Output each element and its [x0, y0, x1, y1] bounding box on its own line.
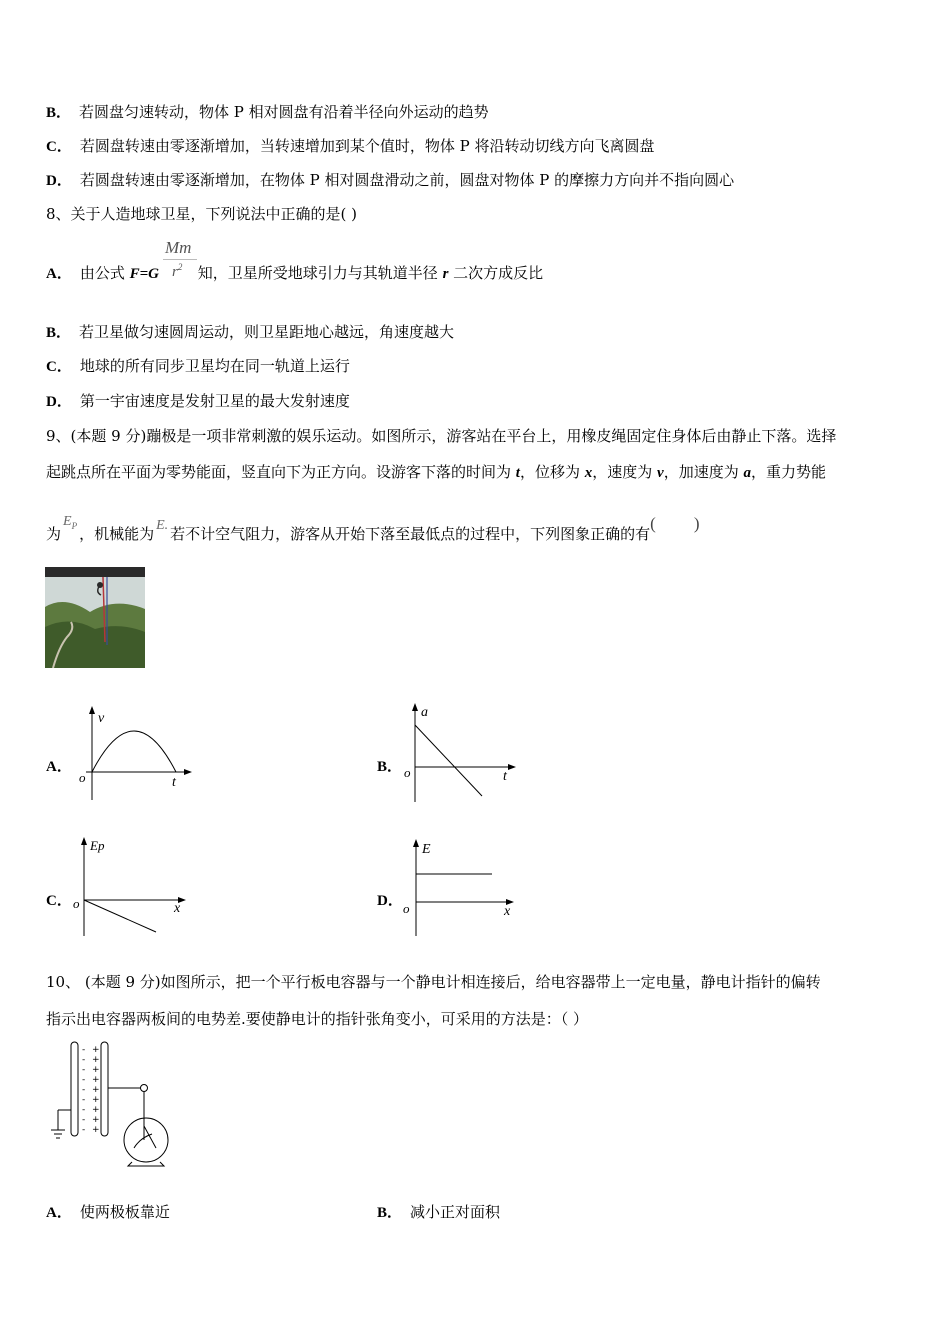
option-text: 若圆盘转速由零逐渐增加，在物体 P 相对圆盘滑动之前，圆盘对物体 P 的摩擦力方向并不指向圆心 — [79, 171, 735, 189]
y-arrow — [413, 839, 419, 847]
plus-sign: + — [92, 1095, 100, 1105]
option-text: 减小正对面积 — [410, 1203, 501, 1221]
option-label: B． — [46, 325, 72, 341]
left-plate — [71, 1042, 78, 1136]
bracket-close: ) — [693, 514, 700, 533]
plus-sign: + — [92, 1045, 100, 1055]
origin-label: o — [79, 770, 86, 785]
variable-x: x — [584, 465, 593, 481]
option-text: 若圆盘匀速转动，物体 P 相对圆盘有沿着半径向外运动的趋势 — [79, 103, 489, 121]
q9-stem-line3 — [46, 514, 700, 550]
stem-text: 若不计空气阻力，游客从开始下落至最低点的过程中，下列图象正确的有 — [170, 525, 651, 543]
plus-sign: + — [92, 1115, 100, 1125]
x-axis-label: t — [172, 775, 176, 790]
option-text: 使两极板靠近 — [79, 1203, 170, 1221]
platform-bar — [45, 567, 145, 577]
y-arrow — [89, 706, 95, 714]
option-text: 知，卫星所受地球引力与其轨道半径 — [193, 264, 443, 282]
x-axis-label: t — [503, 769, 507, 784]
origin-label: o — [404, 765, 411, 780]
y-axis-label: v — [98, 711, 105, 726]
minus-sign: - — [82, 1085, 86, 1095]
plus-sign: + — [92, 1065, 100, 1075]
fraction-numerator: Mm — [165, 238, 192, 257]
variable-a: a — [743, 465, 751, 481]
x-axis-label: x — [174, 901, 181, 916]
formula: F=G — [129, 266, 160, 282]
minus-sign: - — [82, 1075, 86, 1085]
electroscope-base — [128, 1162, 164, 1166]
q8-option-c — [46, 356, 350, 377]
electroscope-case — [124, 1118, 168, 1162]
q10-stem-line2: 指示出电容器两板间的电势差.要使静电计的指针张角变小，可采用的方法是：（ ） — [46, 1010, 589, 1028]
option-label: A． — [46, 266, 72, 282]
variable-v: v — [657, 465, 664, 481]
option-text: 若圆盘转速由零逐渐增加，当转速增加到某个值时，物体 P 将沿转动切线方向飞离圆盘 — [79, 137, 655, 155]
q10-option-a — [46, 1202, 170, 1223]
q8-option-a — [46, 263, 543, 284]
option-label: D． — [46, 173, 72, 189]
graph-a — [76, 700, 206, 810]
minus-sign: - — [82, 1115, 86, 1125]
bungee-photo — [45, 567, 145, 668]
plus-sign: + — [92, 1075, 100, 1085]
stem-text: ，机械能为 — [79, 525, 155, 543]
q10-option-b — [377, 1202, 500, 1223]
stem-text: ，加速度为 — [663, 463, 744, 481]
option-text: 若卫星做匀速圆周运动，则卫星距地心越远，角速度越大 — [79, 323, 455, 341]
potential-energy-line — [84, 900, 156, 932]
option-text: 二次方成反比 — [448, 264, 544, 282]
option-label: C． — [46, 139, 72, 155]
option-label: C． — [46, 359, 72, 375]
x-axis-label: x — [504, 904, 511, 919]
x-arrow — [184, 769, 192, 775]
minus-sign: - — [82, 1105, 86, 1115]
ep-subscript: P — [71, 520, 78, 531]
right-plate — [101, 1042, 108, 1136]
plus-sign: + — [92, 1105, 100, 1115]
answer-bracket — [650, 514, 699, 533]
ep-symbol — [63, 514, 77, 529]
e-letter: E — [156, 518, 165, 533]
origin-label: o — [403, 901, 410, 916]
velocity-curve — [92, 731, 176, 772]
variable-t: t — [515, 465, 520, 481]
q7-option-d — [46, 170, 734, 191]
e-symbol — [156, 518, 168, 533]
graph-c — [70, 832, 200, 942]
plate-charges — [82, 1045, 100, 1135]
stem-text: ，重力势能 — [750, 463, 826, 481]
option-text: 由公式 — [79, 264, 130, 282]
graph-b — [400, 698, 530, 808]
variable-r: r — [442, 266, 449, 282]
q7-option-c — [46, 136, 654, 157]
bracket-open: ( — [650, 514, 656, 533]
graph-d — [400, 834, 530, 944]
plus-sign: + — [92, 1055, 100, 1065]
stem-text: 起跳点所在平面为零势能面，竖直向下为正方向。设游客下落的时间为 — [46, 463, 516, 481]
q8-stem: 8、关于人造地球卫星，下列说法中正确的是( ) — [46, 205, 358, 223]
option-label: B． — [377, 1205, 403, 1221]
y-axis-label: a — [421, 705, 428, 720]
stem-text: ，速度为 — [592, 463, 658, 481]
plus-sign: + — [92, 1125, 100, 1135]
option-label: B． — [46, 105, 72, 121]
y-axis-label: E — [422, 842, 431, 857]
graph-a-label: A． — [46, 759, 72, 775]
minus-sign: - — [82, 1125, 86, 1135]
capacitor-diagram — [46, 1038, 196, 1168]
stem-text: ，位移为 — [519, 463, 585, 481]
e-dot: . — [164, 518, 169, 533]
ep-letter: E — [63, 514, 72, 529]
minus-sign: - — [82, 1055, 86, 1065]
plus-sign: + — [92, 1085, 100, 1095]
graph-b-label: B． — [377, 759, 403, 775]
option-label: A． — [46, 1205, 72, 1221]
option-text: 第一宇宙速度是发射卫星的最大发射速度 — [79, 392, 350, 410]
option-text: 地球的所有同步卫星均在同一轨道上运行 — [79, 357, 350, 375]
q9-stem-line1: 9、(本题 9 分)蹦极是一项非常刺激的娱乐运动。如图所示，游客站在平台上，用橡皮绳固定住身体后由静止下落。选择 — [46, 427, 837, 445]
minus-sign: - — [82, 1065, 86, 1075]
fraction-den-base: r — [172, 264, 178, 280]
q7-option-b — [46, 102, 489, 123]
q10-stem-line1: 10、 (本题 9 分)如图所示，把一个平行板电容器与一个静电计相连接后，给电容器带上一定电量，静电计指针的偏转 — [46, 973, 821, 991]
graph-d-label: D． — [377, 893, 403, 909]
stem-text: 为 — [46, 525, 62, 543]
q8-option-b — [46, 322, 454, 343]
option-label: D． — [46, 394, 72, 410]
minus-sign: - — [82, 1045, 86, 1055]
q8-option-d — [46, 391, 350, 412]
y-arrow — [412, 703, 418, 711]
y-arrow — [81, 837, 87, 845]
electroscope-knob — [141, 1085, 148, 1092]
fraction-bar — [163, 259, 197, 260]
graph-c-label: C． — [46, 893, 72, 909]
q9-stem-line2 — [46, 462, 826, 483]
y-axis-label: Ep — [90, 838, 105, 853]
acceleration-line — [415, 725, 482, 796]
x-arrow — [508, 764, 516, 770]
origin-label: o — [73, 896, 80, 911]
fraction-den-exp: 2 — [177, 262, 183, 272]
minus-sign: - — [82, 1095, 86, 1105]
